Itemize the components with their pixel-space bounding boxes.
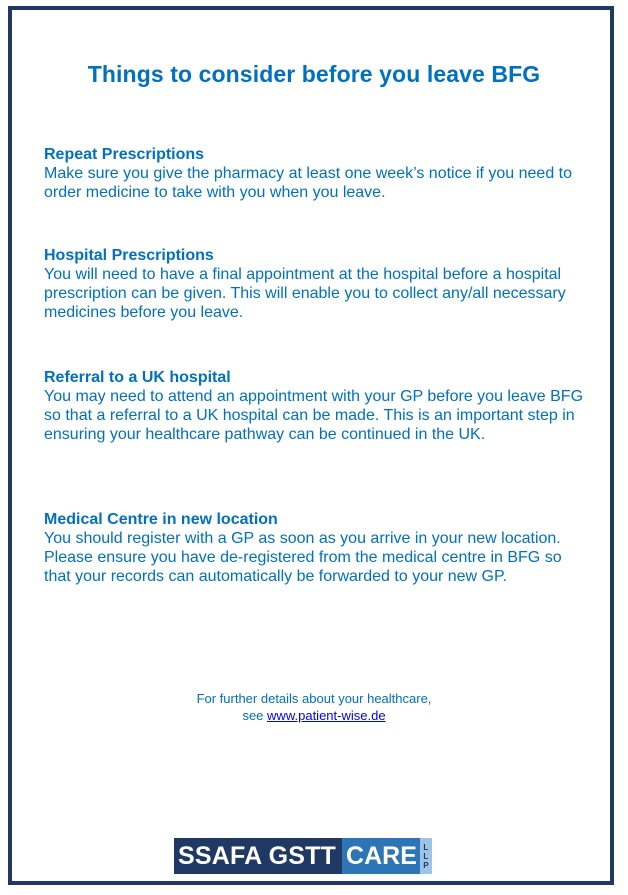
footer-line: For further details about your healthcare, (196, 691, 432, 706)
logo-llp-l1: L (423, 842, 429, 852)
section-referral-uk-hospital (44, 368, 584, 444)
section-repeat-prescriptions (44, 145, 584, 202)
section-medical-centre (44, 510, 584, 586)
section-heading: Referral to a UK hospital (44, 369, 231, 386)
section-heading: Hospital Prescriptions (44, 247, 214, 264)
section-body: Make sure you give the pharmacy at least one week’s notice if you need to order medicine to take with you when you leave. (44, 165, 573, 201)
section-body: You should register with a GP as soon as you arrive in your new location. Please ensure you have de-registered from the medical centre in BFG so that your records can automatically be forwarded to your new GP. (44, 530, 562, 585)
section-heading: Medical Centre in new location (44, 511, 278, 528)
footer-see-text: see (242, 708, 264, 723)
page-title: Things to consider before you leave BFG (87, 61, 541, 87)
logo-care: CARE (342, 838, 420, 874)
section-body: You will need to have a final appointment at the hospital before a hospital prescription can be given. This will enable you to collect any/all necessary medicines before you leave. (44, 266, 566, 321)
footer-link-line (0, 707, 628, 724)
logo-llp (420, 838, 432, 874)
page-border (8, 6, 614, 885)
logo-llp-l2: L (423, 851, 429, 861)
section-body: You may need to attend an appointment with your GP before you leave BFG so that a referral to a UK hospital can be made. This is an important step in ensuring your healthcare pathway can be continued in the UK. (44, 388, 584, 443)
section-hospital-prescriptions (44, 246, 584, 322)
logo-ssafa-gstt: SSAFA GSTT (174, 838, 342, 874)
section-heading: Repeat Prescriptions (44, 146, 205, 163)
patient-wise-link[interactable]: www.patient-wise.de (267, 708, 386, 723)
footer (0, 690, 628, 724)
ssafa-gstt-care-logo (174, 838, 432, 874)
logo-llp-p: P (423, 860, 429, 870)
